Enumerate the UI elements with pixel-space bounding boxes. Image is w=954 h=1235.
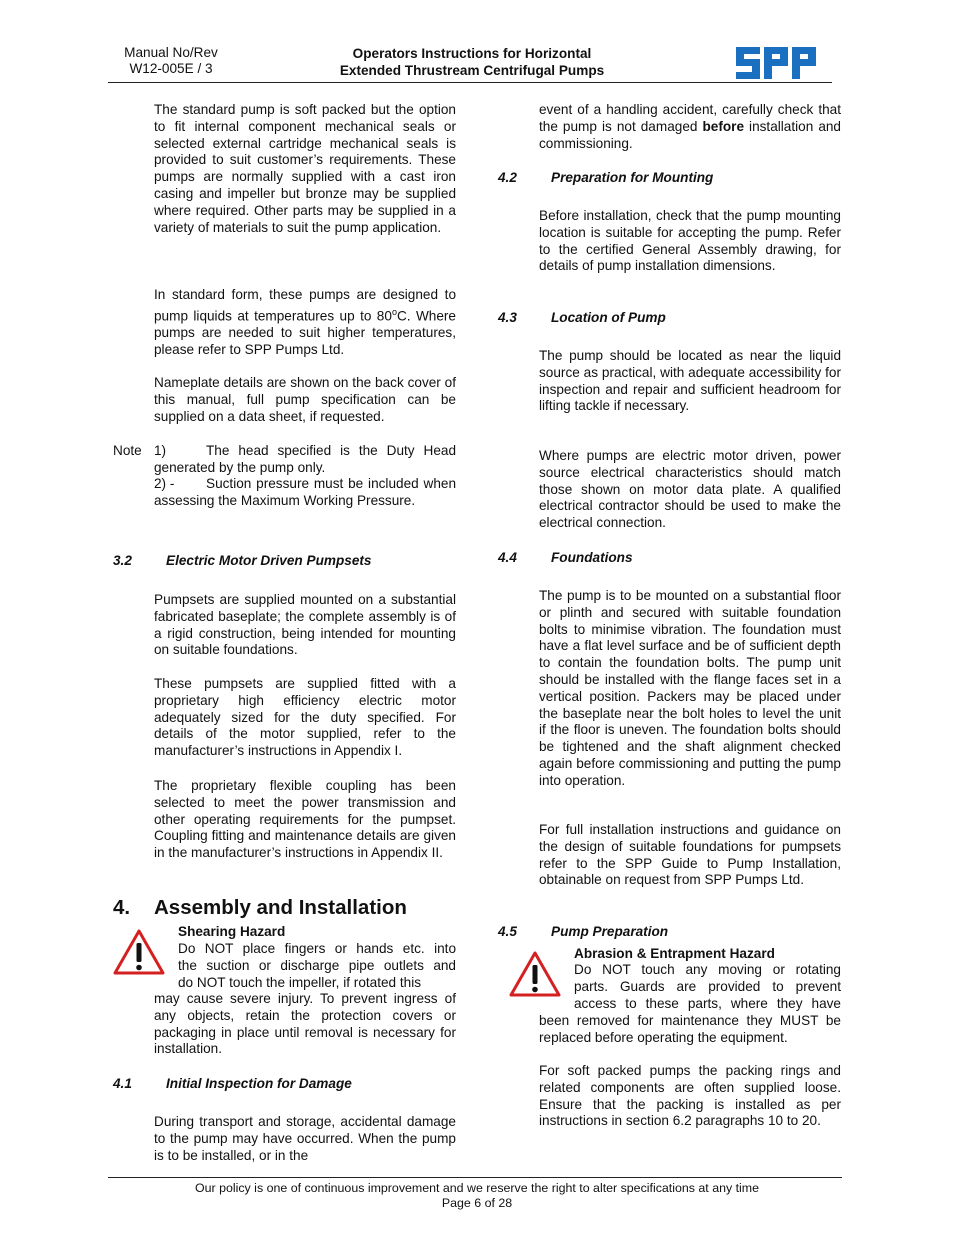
temperature-text-a: In standard form, these pumps are designed to pump liquids at temperatures up to 80 bbox=[154, 287, 456, 324]
abrasion-hazard-line-2: parts. Guards are provided to prevent bbox=[574, 979, 841, 994]
manual-label: Manual No/Rev bbox=[124, 45, 218, 60]
footer-policy: Our policy is one of continuous improvement and we reserve the right to alter specifications at any time bbox=[194, 1181, 760, 1195]
section-4-4-paragraph-2: For full installation instructions and guidance on the design of suitable foundations for pumpsets refer to the SPP Guide to Pump Installation, obtainable on request from SPP Pumps Ltd. bbox=[539, 822, 841, 888]
abrasion-hazard-continuation: been removed for maintenance they MUST be replaced before operating the equipment. bbox=[539, 1013, 841, 1045]
manual-number: W12-005E / 3 bbox=[129, 61, 213, 76]
section-4-2-title: Preparation for Mounting bbox=[551, 170, 714, 185]
footer-rule bbox=[108, 1177, 842, 1178]
title-line-2: Extended Thrustream Centrifugal Pumps bbox=[339, 63, 605, 78]
manual-number-block bbox=[108, 45, 234, 77]
section-3-2-title: Electric Motor Driven Pumpsets bbox=[166, 553, 372, 568]
section-3-2-paragraph-2: These pumpsets are supplied fitted with a proprietary high efficiency electric motor adequately sized for the duty specified. For details of the motor supplied, refer to the manufacturer’s instructions in Appendix I. bbox=[154, 676, 456, 759]
abrasion-hazard-line-3: access to these parts, where they have bbox=[574, 996, 841, 1011]
section-4-3-number: 4.3 bbox=[498, 310, 517, 325]
section-4-4-paragraph-1: The pump is to be mounted on a substantial floor or plinth and secured with suitable foundation bolts to minimise vibration. The foundation must have a flat level surface and be of sufficient depth to contain the foundation bolts. The pump unit should be installed with the flange faces set in a vertical position. Packers may be placed under the baseplate near the bolt holes to level the unit if the floor is uneven. The foundation bolts should be tightened and the shaft alignment checked again before commissioning and putting the pump into operation. bbox=[539, 588, 841, 788]
section-4-title: Assembly and Installation bbox=[154, 896, 407, 919]
shearing-hazard-line-3: do NOT touch the impeller, if rotated this bbox=[178, 975, 422, 990]
abrasion-hazard-title: Abrasion & Entrapment Hazard bbox=[574, 946, 775, 961]
degree-superscript: o bbox=[391, 306, 397, 317]
section-3-2-paragraph-3: The proprietary flexible coupling has been selected to meet the power transmission and other operating requirements for the pumpset. Coupling fitting and maintenance details are given in the manufacturer’s instructions in Appendix II. bbox=[154, 778, 456, 861]
section-3-2-number: 3.2 bbox=[113, 553, 132, 568]
section-4-number: 4. bbox=[113, 896, 131, 919]
inspection-continuation bbox=[539, 102, 841, 152]
warning-triangle-icon bbox=[509, 950, 561, 1003]
note-2-number: 2) - bbox=[154, 476, 175, 491]
shearing-hazard-title: Shearing Hazard bbox=[178, 924, 286, 939]
shearing-hazard-line-2: the suction or discharge pipe outlets and bbox=[178, 958, 456, 973]
section-4-5-paragraph-2: For soft packed pumps the packing rings and related components are often supplied loose. Ensure that the packing is installed as per instructions in section 6.2 paragraphs 10 to 20. bbox=[539, 1063, 841, 1129]
intro-paragraph-2 bbox=[154, 287, 456, 359]
note-label: Note bbox=[113, 443, 142, 458]
section-4-3-paragraph-1: The pump should be located as near the liquid source as practical, with adequate accessibility for inspection and repair and sufficient headroom for lifting tackle if necessary. bbox=[539, 348, 841, 414]
section-4-1-paragraph: During transport and storage, accidental damage to the pump may have occurred. When the pump is to be installed, or in the bbox=[154, 1114, 456, 1163]
section-4-5-number: 4.5 bbox=[498, 924, 517, 939]
inspection-continuation-b: installation and commissioning. bbox=[539, 118, 841, 151]
note-1-number: 1) bbox=[154, 443, 167, 458]
section-4-3-paragraph-2: Where pumps are electric motor driven, power source electrical characteristics should match those shown on motor data plate. A qualified electrical contractor should be used to make the electrical connection. bbox=[539, 448, 841, 531]
section-4-2-paragraph: Before installation, check that the pump mounting location is suitable for accepting the pump. Refer to the certified General Assembly drawing, for details of pump installation dimensions. bbox=[539, 208, 841, 274]
shearing-hazard-continuation: may cause severe injury. To prevent ingress of any objects, retain the protection covers or packaging in place until removal is necessary for installation. bbox=[154, 991, 456, 1057]
section-4-4-title: Foundations bbox=[551, 550, 633, 565]
page-number: Page 6 of 28 bbox=[441, 1196, 513, 1210]
title-line-1: Operators Instructions for Horizontal bbox=[352, 46, 592, 61]
abrasion-hazard-line-1: Do NOT touch any moving or rotating bbox=[574, 962, 841, 977]
section-4-3-title: Location of Pump bbox=[551, 310, 666, 325]
note-1-text: The head specified is the Duty Head generated by the pump only. bbox=[154, 443, 456, 475]
shearing-hazard-line-1: Do NOT place fingers or hands etc. into bbox=[178, 941, 456, 956]
inspection-before-emphasis: before bbox=[702, 118, 745, 134]
intro-paragraph-1: The standard pump is soft packed but the option to fit internal component mechanical seals or selected external cartridge mechanical seals is provided to suit customer’s requirements. These pumps are normally supplied with a cast iron casing and impeller but bronze may be supplied where required. Other parts may be supplied in a variety of materials to suit the pump application. bbox=[154, 102, 456, 235]
section-4-4-number: 4.4 bbox=[498, 550, 517, 565]
inspection-continuation-a: event of a handling accident, carefully check that the pump is not damaged bbox=[539, 102, 841, 134]
section-4-5-title: Pump Preparation bbox=[551, 924, 669, 939]
document-title bbox=[300, 45, 644, 79]
spp-logo bbox=[736, 47, 818, 84]
warning-triangle-icon bbox=[113, 928, 165, 981]
header-rule bbox=[108, 82, 832, 83]
intro-paragraph-3: Nameplate details are shown on the back cover of this manual, full pump specification can be supplied on a data sheet, if requested. bbox=[154, 375, 456, 424]
section-4-1-title: Initial Inspection for Damage bbox=[166, 1076, 352, 1091]
section-4-1-number: 4.1 bbox=[113, 1076, 132, 1091]
temperature-text-b: C. Where pumps are needed to suit higher temperatures, please refer to SPP Pumps Ltd. bbox=[154, 308, 456, 357]
section-4-2-number: 4.2 bbox=[498, 170, 517, 185]
section-3-2-paragraph-1: Pumpsets are supplied mounted on a substantial fabricated baseplate; the complete assembly is of a rigid construction, being intended for mounting on suitable foundations. bbox=[154, 592, 456, 658]
note-2-text: Suction pressure must be included when assessing the Maximum Working Pressure. bbox=[154, 476, 456, 508]
